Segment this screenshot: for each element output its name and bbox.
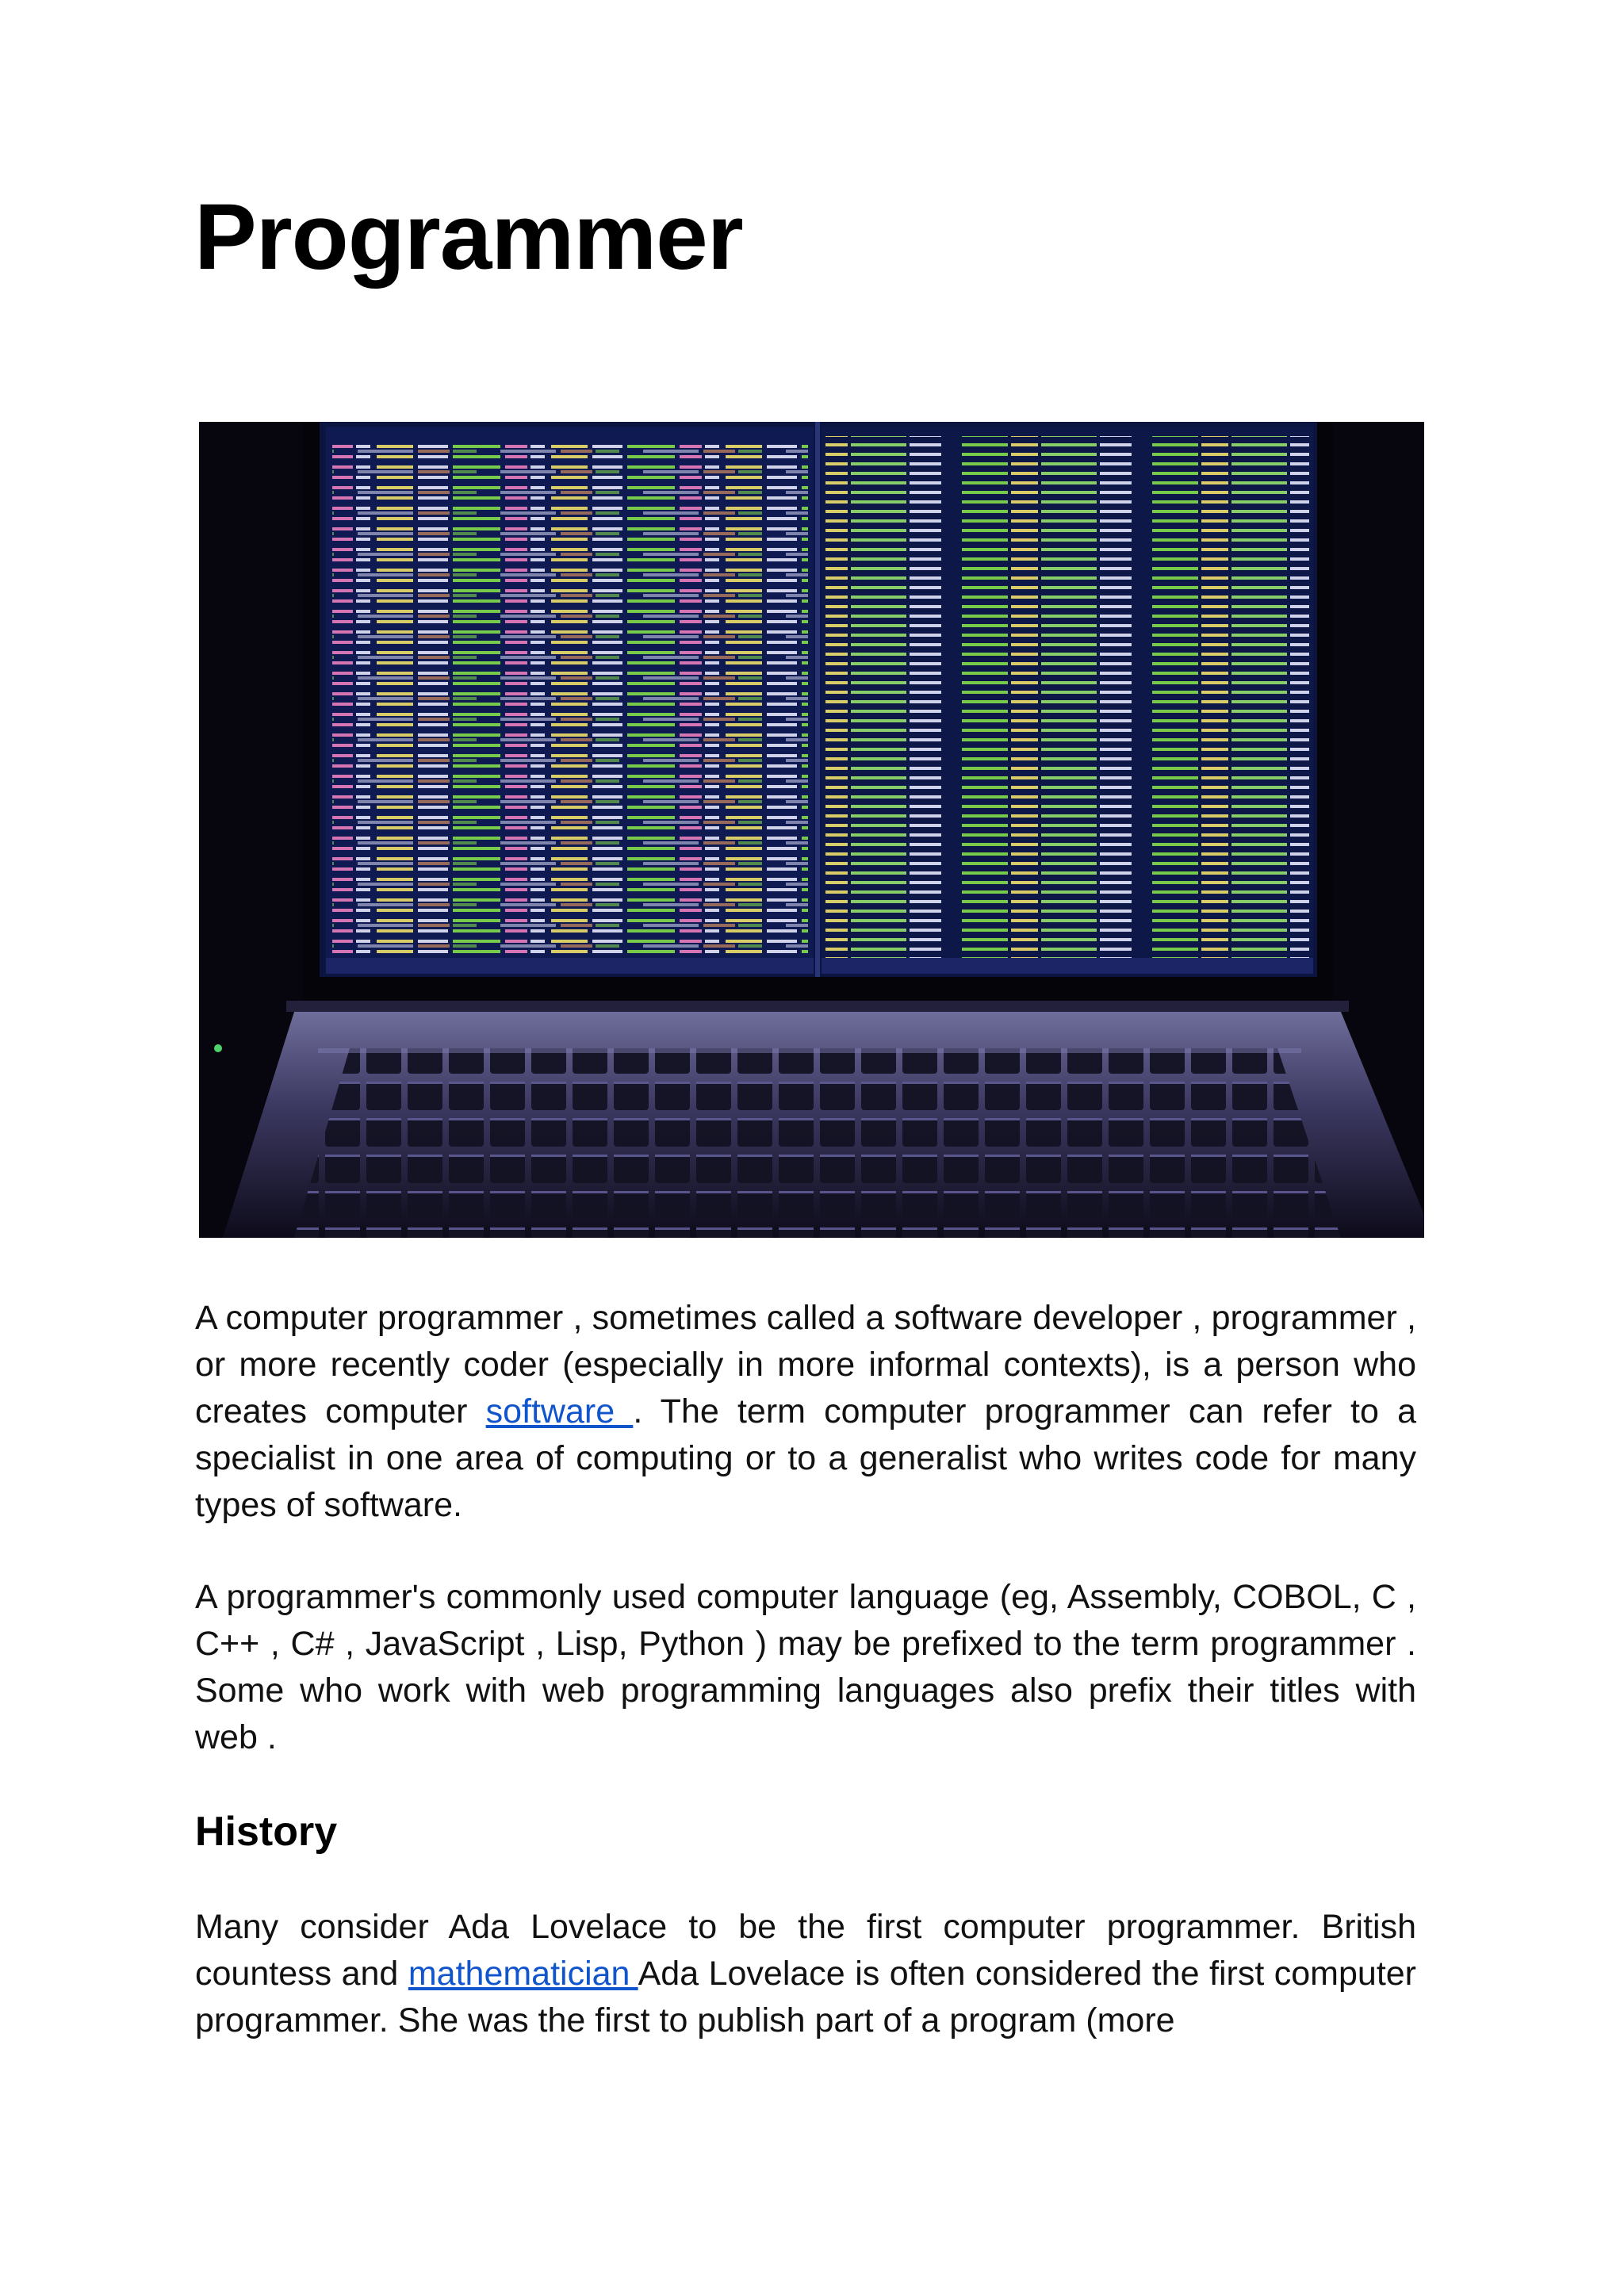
intro-paragraph-2: A programmer's commonly used computer language (eg, Assembly, COBOL, C , C++ , C# , JavaScript , Lisp, Python ) may be prefixed to the term programmer . Some who work with web programming languages also prefix their titles with web . xyxy=(195,1578,1416,1756)
history-heading: History xyxy=(195,1809,338,1855)
mathematician-link[interactable]: mathematician xyxy=(408,1955,638,1993)
history-paragraph-1 xyxy=(195,1904,1416,2044)
intro-paragraph-1 xyxy=(195,1295,1416,1529)
laptop-code-photo xyxy=(199,422,1424,1238)
history-text-start: Many consider Ada Lovelace to be the first computer programmer. British countess and xyxy=(195,1908,1416,1993)
history-text-end: Ada Lovelace is often considered the first computer programmer. She was the first to publish part of a program (more xyxy=(195,1955,1416,2039)
intro-text-start: A computer programmer , sometimes called a software developer , programmer , or more recently coder (especially in more informal contexts), is a person who creates computer xyxy=(195,1299,1416,1430)
intro-text-end: . The term computer programmer can refer to a specialist in one area of computing or to a generalist who writes code for many types of software. xyxy=(195,1392,1416,1524)
page-title: Programmer xyxy=(194,185,743,289)
laptop-illustration xyxy=(199,422,1424,1238)
software-link[interactable]: software xyxy=(485,1392,634,1430)
